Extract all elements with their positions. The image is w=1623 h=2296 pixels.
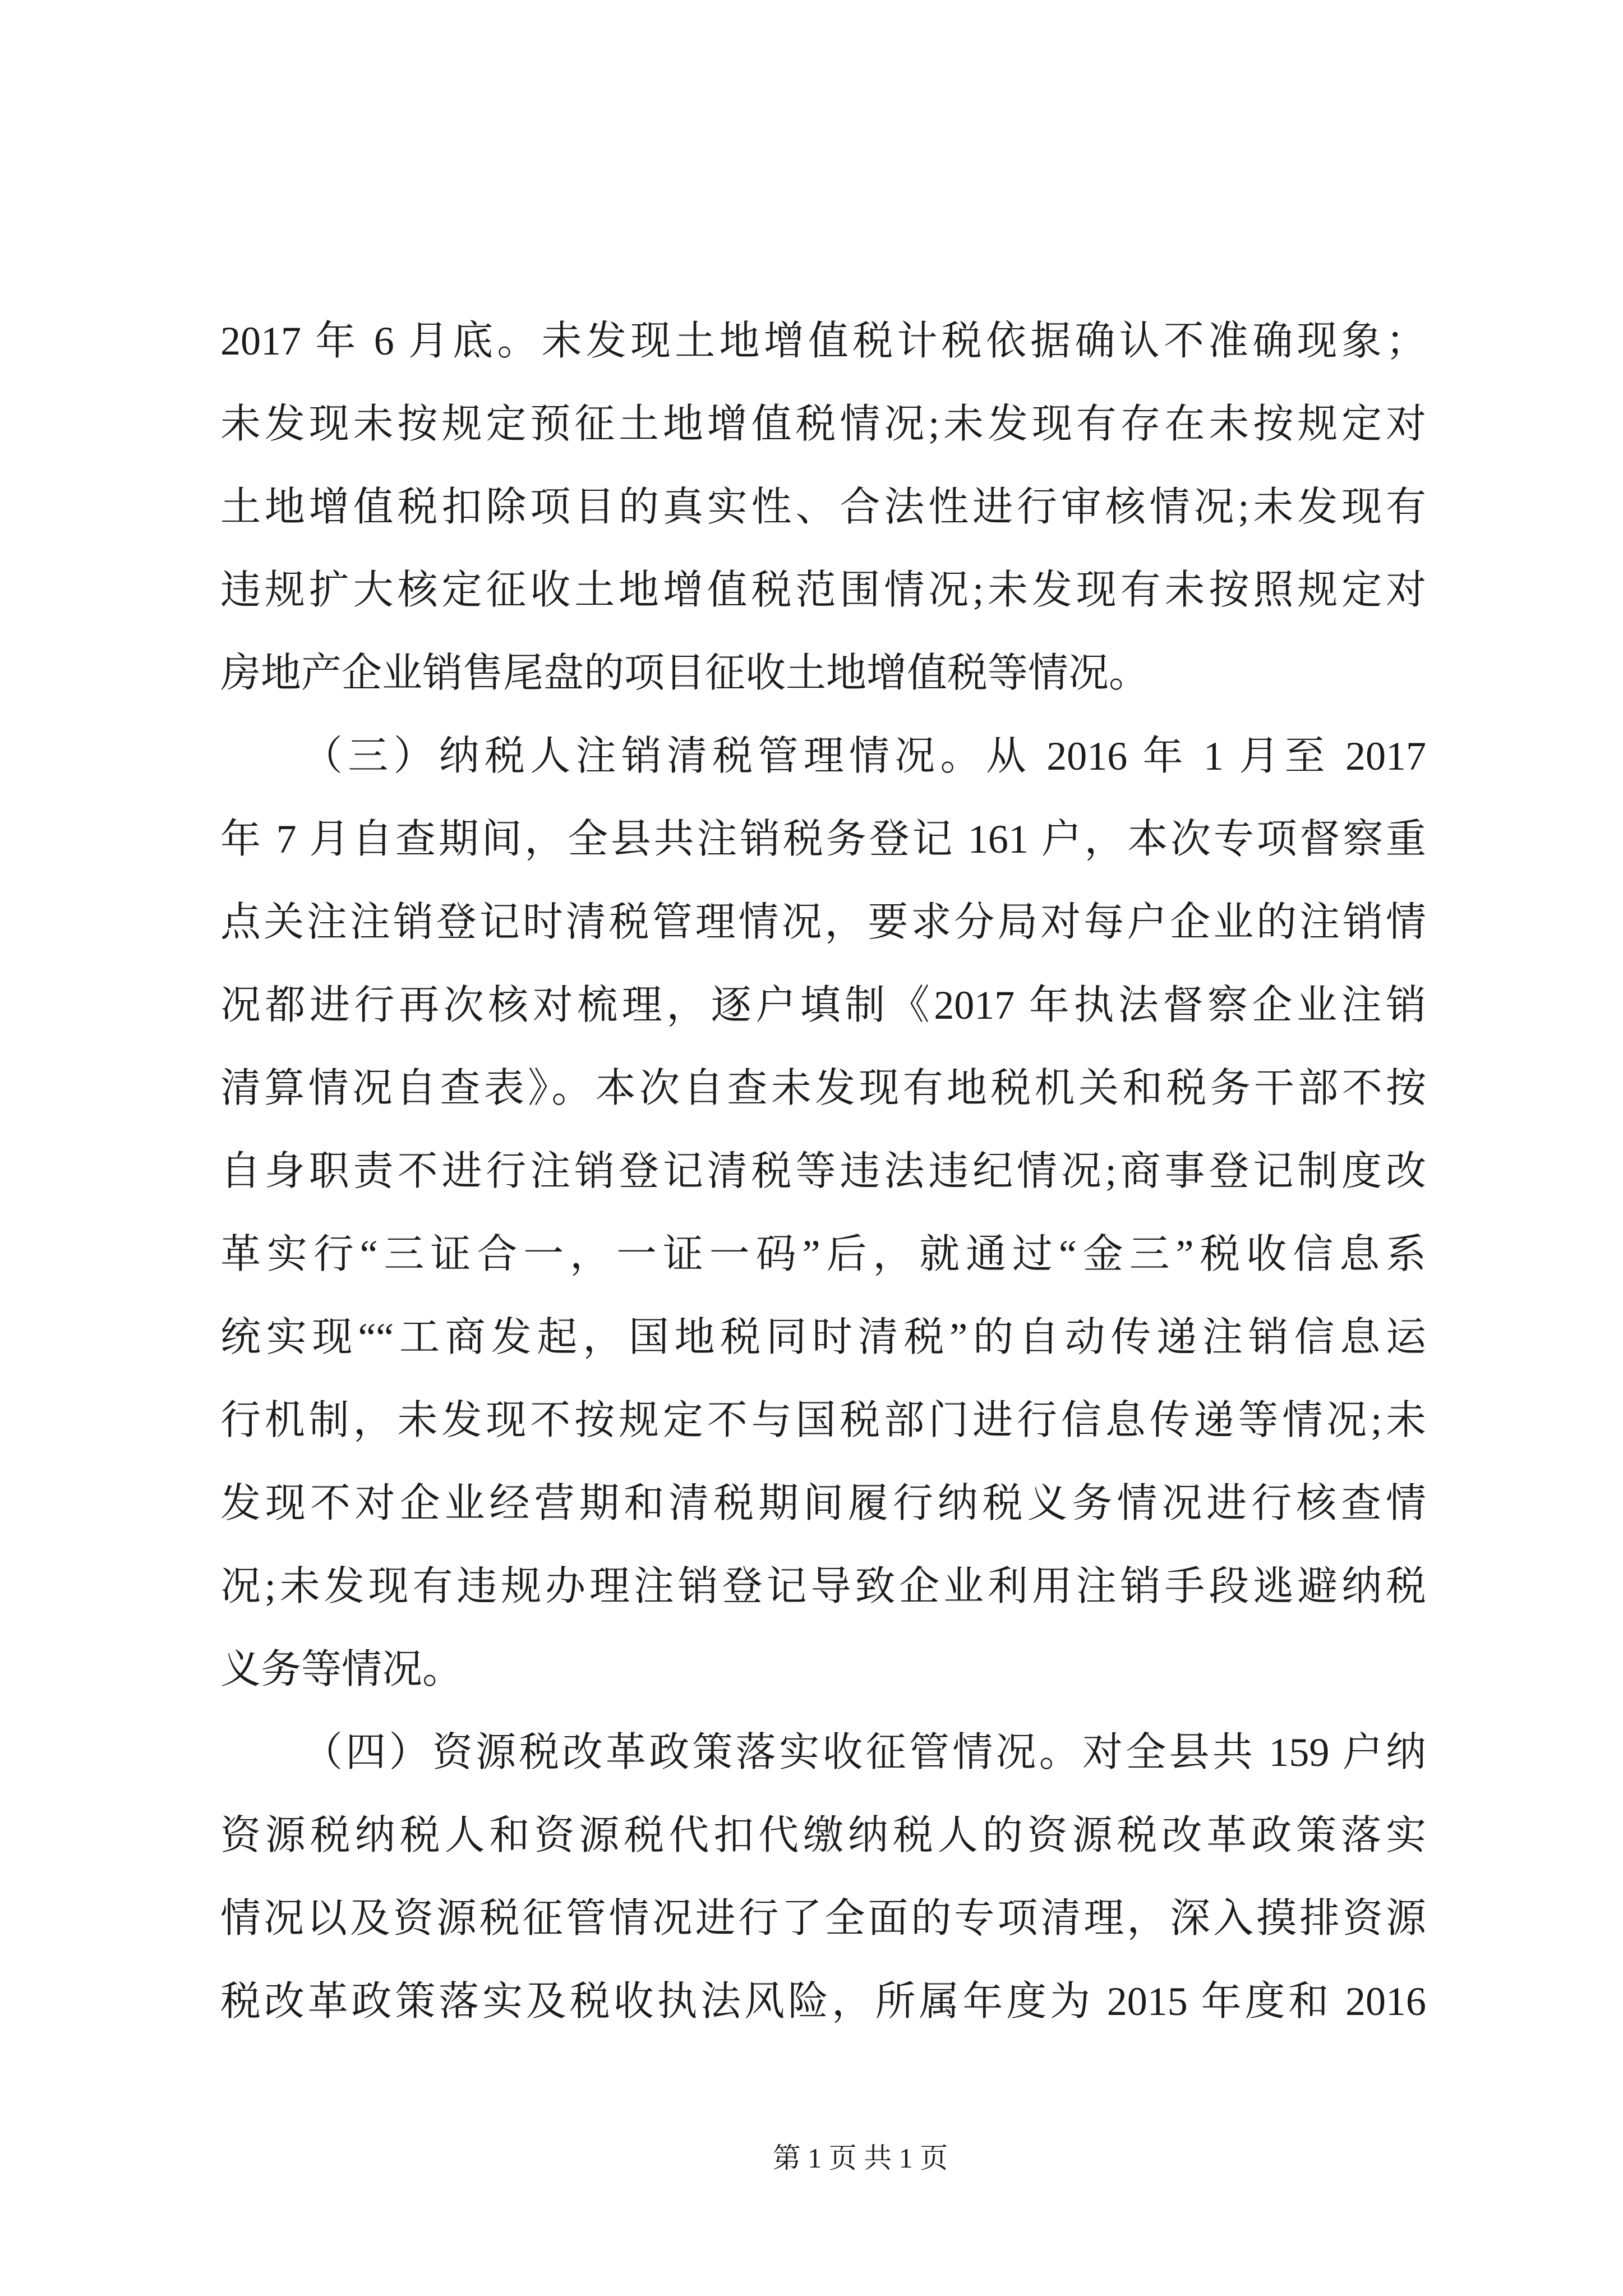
page-footer [222,2138,1499,2178]
text-line: 未发现未按规定预征土地增值税情况;未发现有存在未按规定对 [220,402,1426,447]
text-line: 统实现““工商发起，国地税同时清税”的自动传递注销信息运 [220,1315,1426,1360]
text-line: 发现不对企业经营期和清税期间履行纳税义务情况进行核查情 [220,1481,1426,1526]
paragraph-heading-line: （三）纳税人注销清税管理情况。从 2016 年 1 月至 2017 [302,734,1426,779]
document-body [220,300,1426,2043]
text-line: 义务等情况。 [220,1647,463,1692]
text-line: 房地产企业销售尾盘的项目征收土地增值税等情况。 [220,651,1150,696]
text-line: 点关注注销登记时清税管理情况，要求分局对每户企业的注销情 [220,900,1426,945]
text-line: 资源税纳税人和资源税代扣代缴纳税人的资源税改革政策落实 [220,1813,1426,1858]
text-line: 税改革政策落实及税收执法风险，所属年度为 2015 年度和 2016 [220,1979,1426,2024]
text-line: 自身职责不进行注销登记清税等违法违纪情况;商事登记制度改 [220,1149,1426,1194]
text-line: 况;未发现有违规办理注销登记导致企业利用注销手段逃避纳税 [220,1564,1426,1609]
text-line: 清算情况自查表》。本次自查未发现有地税机关和税务干部不按 [220,1066,1426,1111]
text-line: 况都进行再次核对梳理，逐户填制《2017 年执法督察企业注销 [220,983,1426,1028]
page-number-label: 第 1 页 共 1 页 [772,2142,948,2174]
text-line: 革实行“三证合一，一证一码”后，就通过“金三”税收信息系 [220,1232,1426,1277]
text-line: 情况以及资源税征管情况进行了全面的专项清理，深入摸排资源 [220,1896,1426,1941]
text-line: 年 7 月自查期间，全县共注销税务登记 161 户，本次专项督察重 [220,817,1426,862]
text-line: 2017 年 6 月底。未发现土地增值税计税依据确认不准确现象； [220,319,1426,364]
text-line: 土地增值税扣除项目的真实性、合法性进行审核情况;未发现有 [220,485,1426,530]
paragraph-heading-line: （四）资源税改革政策落实收征管情况。对全县共 159 户纳 [302,1730,1426,1775]
text-line: 行机制，未发现不按规定不与国税部门进行信息传递等情况;未 [220,1398,1426,1443]
text-line: 违规扩大核定征收土地增值税范围情况;未发现有未按照规定对 [220,568,1426,613]
